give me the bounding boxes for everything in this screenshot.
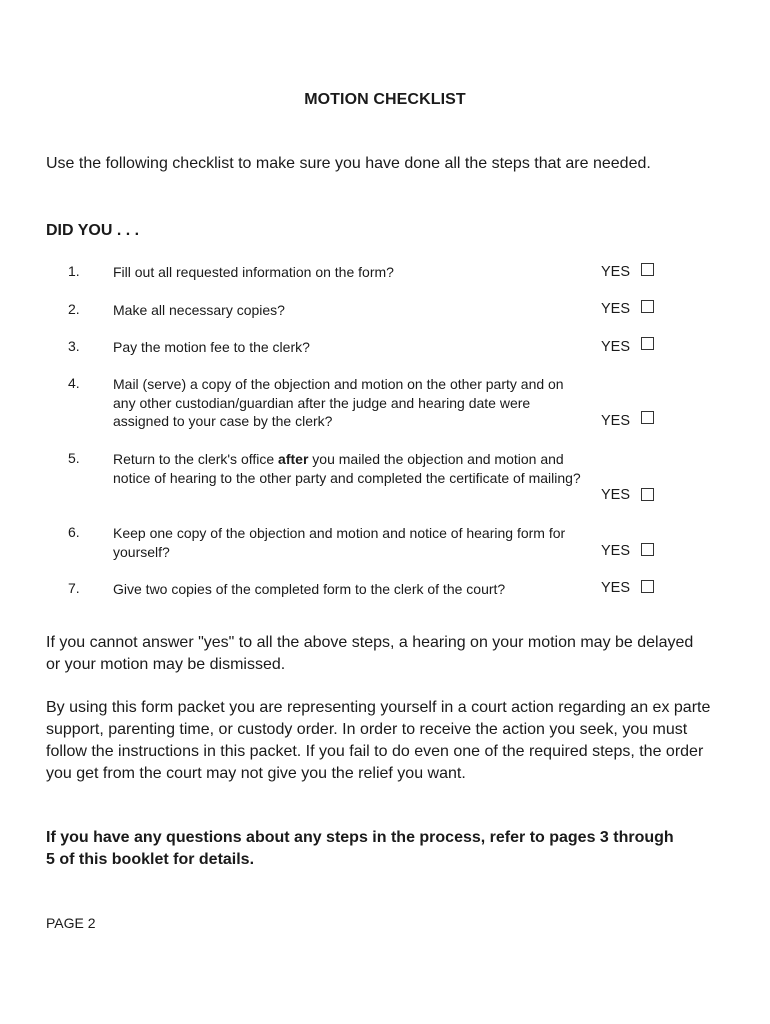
item-number: 7. bbox=[68, 580, 80, 596]
item-text: Mail (serve) a copy of the objection and motion on the other party and on any other custodian/guardian after the judge and hearing date were assigned to your case by the clerk? bbox=[113, 376, 564, 429]
warning-paragraph: If you cannot answer "yes" to all the above steps, a hearing on your motion may be delayed or your motion may be dismissed. bbox=[46, 634, 694, 673]
item-number: 3. bbox=[68, 338, 80, 354]
checkbox-item-5[interactable] bbox=[641, 488, 654, 501]
checkbox-item-6[interactable] bbox=[641, 543, 654, 556]
item-text: Make all necessary copies? bbox=[113, 302, 285, 318]
yes-label-7: YES bbox=[601, 580, 631, 596]
checkbox-item-3[interactable] bbox=[641, 337, 654, 350]
yes-label-1: YES bbox=[601, 264, 631, 280]
item-text: Return to the clerk's office after you mailed the objection and motion and notice of hearing to the other party and completed the certificate of mailing? bbox=[113, 451, 581, 486]
item-text: Fill out all requested information on the form? bbox=[113, 264, 394, 280]
intro-text: Use the following checklist to make sure you have done all the steps that are needed. bbox=[46, 155, 651, 172]
yes-label-5: YES bbox=[601, 487, 631, 503]
did-you-heading: DID YOU . . . bbox=[46, 222, 140, 239]
checkbox-item-4[interactable] bbox=[641, 411, 654, 424]
yes-label-4: YES bbox=[601, 413, 631, 429]
item-number: 6. bbox=[68, 524, 80, 540]
yes-label-2: YES bbox=[601, 301, 631, 317]
item-number: 4. bbox=[68, 375, 80, 391]
item-number: 5. bbox=[68, 450, 80, 466]
item-text: Give two copies of the completed form to the clerk of the court? bbox=[113, 581, 506, 597]
yes-label-6: YES bbox=[601, 543, 631, 559]
checkbox-item-1[interactable] bbox=[641, 263, 654, 276]
item-text: Pay the motion fee to the clerk? bbox=[113, 339, 310, 355]
yes-label-3: YES bbox=[601, 339, 631, 355]
item-text: Keep one copy of the objection and motion and notice of hearing form for yourself? bbox=[113, 525, 566, 560]
checkbox-item-7[interactable] bbox=[641, 580, 654, 593]
item-number: 1. bbox=[68, 263, 80, 279]
representation-paragraph: By using this form packet you are representing yourself in a court action regarding an ex parte support, parenting time, or custody order. In order to receive the action you seek, you must follow the instructions in this packet. If you fail to do even one of the required steps, the order you get from the court may not give you the relief you want. bbox=[46, 699, 711, 782]
questions-paragraph: If you have any questions about any steps in the process, refer to pages 3 through 5 of this booklet for details. bbox=[46, 829, 674, 868]
item-number: 2. bbox=[68, 301, 80, 317]
page-title: MOTION CHECKLIST bbox=[304, 91, 466, 108]
checkbox-item-2[interactable] bbox=[641, 300, 654, 313]
emphasis-after: after bbox=[278, 451, 309, 467]
page-number: PAGE 2 bbox=[46, 915, 96, 931]
